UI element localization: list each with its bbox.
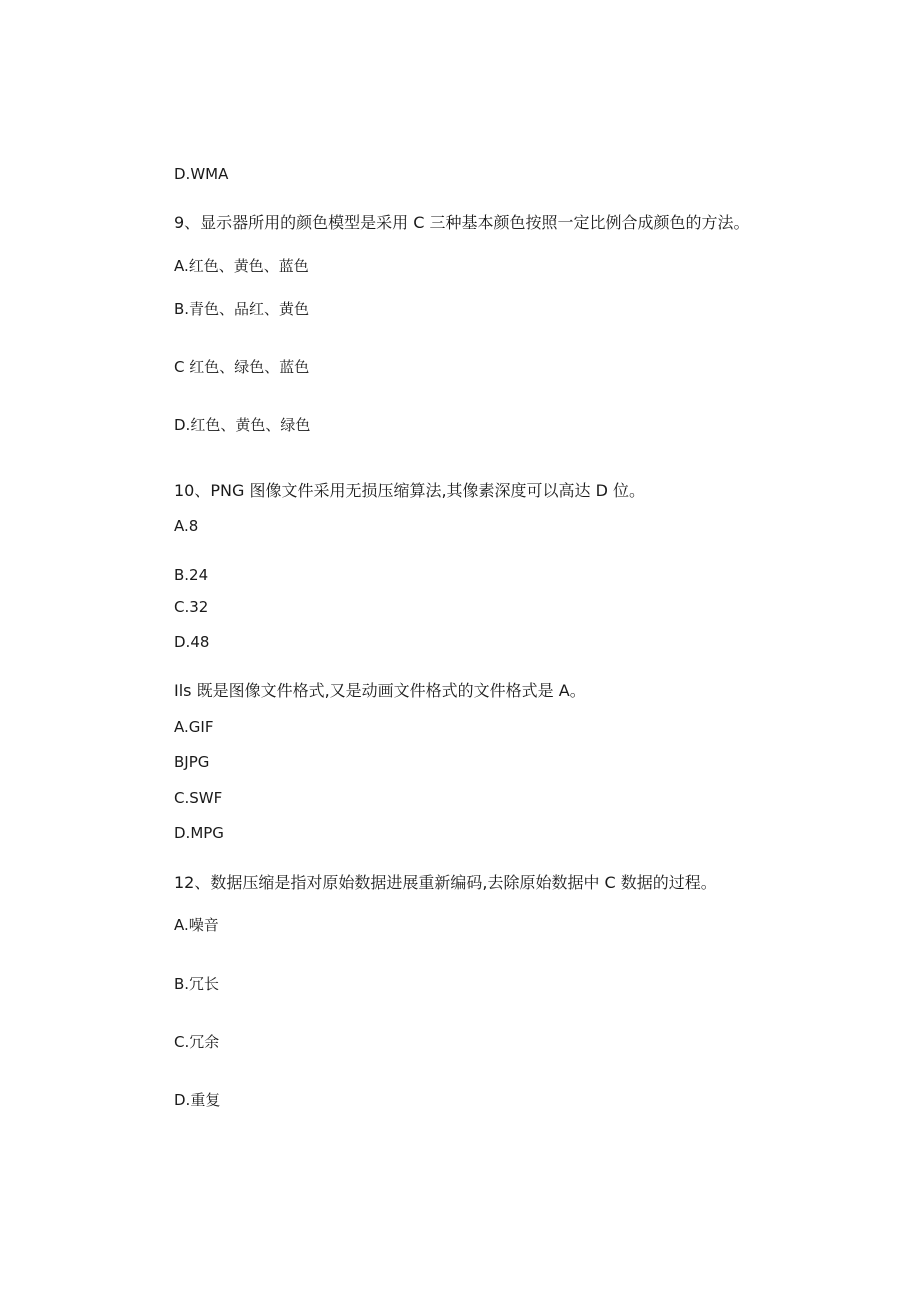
question-11: Ils 既是图像文件格式,又是动画文件格式的文件格式是 A。: [174, 681, 586, 700]
option-a-q9: A.红色、黄色、蓝色: [174, 257, 309, 275]
option-b-q9: B.青色、品红、黄色: [174, 300, 310, 318]
option-b-q12: B.冗长: [174, 975, 220, 993]
option-a-q10: A.8: [174, 517, 199, 535]
option-d-q8: D.WMA: [174, 165, 229, 183]
option-a-q12: A.噪音: [174, 916, 219, 934]
option-d-q12: D.重复: [174, 1091, 221, 1109]
option-a-q11: A.GIF: [174, 718, 214, 736]
option-c-q10: C.32: [174, 598, 209, 616]
option-b-q11: BJPG: [174, 753, 210, 771]
option-c-q11: C.SWF: [174, 789, 223, 807]
question-10: 10、PNG 图像文件采用无损压缩算法,其像素深度可以高达 D 位。: [174, 481, 646, 500]
option-d-q11: D.MPG: [174, 824, 224, 842]
option-c-q9: C 红色、绿色、蓝色: [174, 358, 310, 376]
question-9: 9、显示器所用的颜色模型是采用 C 三种基本颜色按照一定比例合成颜色的方法。: [174, 213, 750, 232]
option-c-q12: C.冗余: [174, 1033, 220, 1051]
option-d-q9: D.红色、黄色、绿色: [174, 416, 311, 434]
question-12: 12、数据压缩是指对原始数据进展重新编码,去除原始数据中 C 数据的过程。: [174, 873, 717, 892]
option-d-q10: D.48: [174, 633, 210, 651]
option-b-q10: B.24: [174, 566, 209, 584]
